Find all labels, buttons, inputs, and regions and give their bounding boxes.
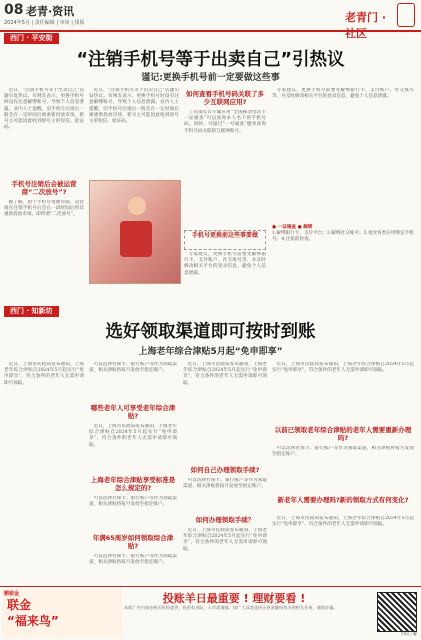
article-column (4, 362, 84, 580)
article-column (89, 554, 177, 582)
body-text: 工信部反诈专属应用“全国移动电话卡一证通查”可以查询本人名下的手机号码。同时，可通过“一号通查”服务查询手机号码关联的互联网账号。 (184, 110, 266, 134)
body-text: 近日，上海市民政局发布通知，上海老年综合津贴自2024年5月起实行“免申即享”，符合条件的老年人无需申请即可领取。 (183, 362, 267, 386)
article-column (183, 528, 267, 580)
headline: 选好领取渠道即可按时到账 (105, 322, 316, 342)
ad-title: 投账羊日最重要 ! 理财要看 ! (162, 592, 306, 605)
qr-code-icon[interactable] (377, 592, 417, 632)
article-column (89, 496, 177, 532)
body-text: 可以选择社保卡、银行账户等作为领取渠道，相关津贴将按月发放至指定账户。 (272, 446, 414, 458)
ad-title: “福来鸟” (7, 614, 59, 628)
section-question: 以前已领取老年综合津贴的老年人需要重新办理吗? (274, 426, 412, 442)
body-text: 可以选择社保卡、银行账户等作为领取渠道，相关津贴将按月发放至指定账户。 (183, 478, 267, 490)
pull-quote: 手机号更换前这些事要做 (184, 230, 266, 250)
body-text: 近日，“注销手机号等于出卖自己”话题引发热议。有网友表示，更换手机号时没有注意解绑账号，导致个人信息泄露。业内人士提醒，旧手机号注销后一般会在一定时间后被重新投放市场，新号主可能因此收到原号主的短信、验证码。 (89, 88, 179, 125)
article-column (4, 200, 84, 298)
body-text: 可以选择社保卡、银行账户等作为领取渠道，相关津贴将按月发放至指定账户。 (89, 496, 177, 508)
phone-icon (120, 221, 152, 257)
masthead-text: 老青门 · 社区 (345, 11, 387, 40)
section-question: 手机号注销后会被运营商“二次放号”? (11, 180, 77, 196)
tips-text: 1.解绑银行卡、支付平台；2.解绑社交账号；3.更改各类应用绑定手机号；4.注销前检查。 (272, 231, 414, 243)
left-ad[interactable] (2, 588, 122, 638)
section-question: 上海老年综合津贴享受标准是怎么规定的? (90, 476, 176, 492)
masthead-seal-icon (397, 3, 415, 27)
body-text: 近日，上海市民政局发布通知，上海老年综合津贴自2024年5月起实行“免申即享”，符合条件的老年人无需申请即可领取。 (183, 528, 267, 552)
section-question: 年满65周岁如何领取综合津贴? (92, 534, 174, 550)
tips-title: ● 一证通查 ● 解绑 (272, 225, 313, 230)
section-question: 哪些老年人可享受老年综合津贴? (90, 404, 176, 420)
body-text: 近日，上海市民政局发布通知，上海老年综合津贴自2024年5月起实行“免申即享”，符合条件的老年人无需申请即可领取。 (272, 362, 414, 374)
body-text: 可以选择社保卡、银行账户等作为领取渠道，相关津贴将按月发放至指定账户。 (89, 554, 177, 566)
illustration-image (89, 180, 181, 284)
qr-label: 扫码了解 (401, 631, 417, 636)
body-text: 据了解，由于手机号资源有限，运营商在注销手机号后会在一段时间后将其重新投放市场，即所谓“二次放号”。 (4, 200, 84, 218)
body-text: 专家建议，更换手机号前要先解绑银行卡、支付账户、社交账号等，并及时修改相关平台的登录信息，避免个人信息泄露。 (184, 252, 266, 276)
section-question: 如何办理领取手续？ (195, 516, 255, 524)
headline: “注销手机号等于出卖自己”引热议 (76, 50, 345, 70)
body-text: 近日，上海市民政局发布通知，上海老年综合津贴自2024年5月起实行“免申即享”，符合条件的老年人无需申请即可领取。 (89, 424, 177, 448)
tips-box (272, 225, 414, 244)
article-column (89, 88, 179, 176)
column-tag: 西门 · 平安街 (4, 33, 59, 44)
ad-text: 本版广告内容由相关机构提供，投资有风险，入市需谨慎。请广大读者选择正规金融机构办理相关业务，谨防诈骗。 (124, 605, 338, 610)
right-ad[interactable] (124, 588, 419, 638)
body-text: 近日，上海市民政局发布通知，上海老年综合津贴自2024年5月起实行“免申即享”，符合条件的老年人无需申请即可领取。 (4, 362, 84, 386)
article-column (183, 362, 267, 464)
date-line: 2024年5月 | 责任编辑 | 审读 | 排版 (4, 20, 85, 26)
section-question: 如何查看手机号码关联了多少互联网应用? (186, 90, 264, 106)
body-text: 专家建议，更换手机号前要先解绑银行卡、支付账户、社交账号等，并及时修改相关平台的登录信息，避免个人信息泄露。 (272, 88, 414, 100)
column-tag: 西门 · 知新坊 (4, 306, 59, 317)
masthead-logo (345, 3, 415, 40)
body-text: 近日，上海市民政局发布通知，上海老年综合津贴自2024年5月起实行“免申即享”，符合条件的老年人无需申请即可领取。 (272, 516, 414, 528)
page-number: 08 (4, 2, 24, 18)
section-question: 新老年人需要办理吗?新的领取方式有何变化? (277, 496, 409, 504)
ad-tag: 鹅银金 (4, 591, 20, 597)
article-column (183, 478, 267, 514)
body-text: 可以选择社保卡、银行账户等作为领取渠道，相关津贴将按月发放至指定账户。 (89, 362, 177, 374)
body-text: 近日，“注销手机号等于出卖自己”话题引发热议。有网友表示，更换手机号时没有注意解绑账号，导致个人信息泄露。业内人士提醒，旧手机号注销后一般会在一定时间后被重新投放市场，新号主可能因此收到原号主的短信、验证码。 (4, 88, 84, 131)
subheadline: 谨记:更换手机号前一定要做这些事 (141, 73, 280, 83)
article-column (89, 362, 177, 402)
article-column (184, 110, 266, 226)
subheadline: 上海老年综合津贴5月起“免申即享” (138, 347, 283, 357)
article-column (184, 252, 266, 298)
article-column (89, 424, 177, 474)
article-column (272, 88, 414, 222)
person-icon (128, 197, 146, 215)
article-column (4, 88, 84, 174)
article-column (272, 516, 414, 580)
article-column (272, 362, 414, 424)
section-title: 老青·资讯 (26, 5, 75, 18)
ad-title: 联金 (7, 598, 32, 612)
article-column (272, 446, 414, 494)
section-question: 如何自己办理领取手续? (190, 466, 260, 474)
